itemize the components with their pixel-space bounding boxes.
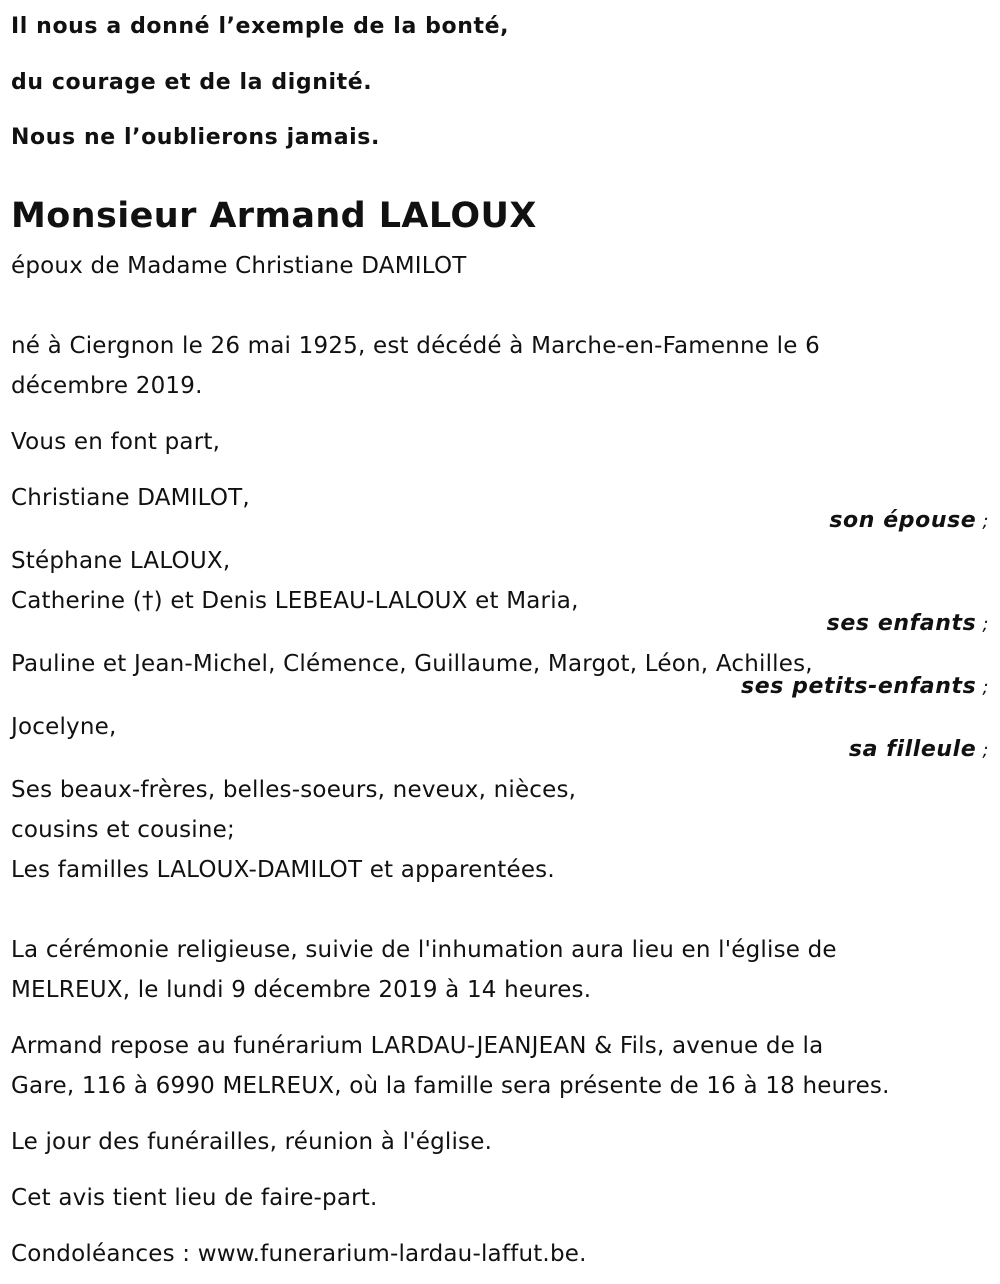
goddaughter: Jocelyne, [11, 714, 117, 740]
condolences-text: Condoléances : www.funerarium-lardau-laffut.be. [11, 1241, 587, 1267]
spouse-name: Christiane DAMILOT, [11, 485, 250, 511]
child-2: Catherine (†) et Denis LEBEAU-LALOUX et Maria, [11, 588, 579, 614]
goddaughter-role [849, 737, 989, 764]
epitaph-line-1: Il nous a donné l’exemple de la bonté, [11, 14, 510, 39]
epitaph-line-2: du courage et de la dignité. [11, 70, 373, 95]
grandchildren-role-label: ses petits-enfants [741, 674, 977, 699]
child-1: Stéphane LALOUX, [11, 548, 231, 574]
children-role [827, 611, 989, 638]
spouse-line: époux de Madame Christiane DAMILOT [11, 253, 467, 279]
grandchildren-role [741, 674, 989, 701]
deceased-name: Monsieur Armand LALOUX [11, 196, 537, 236]
role-separator: ; [982, 740, 989, 761]
role-separator: ; [982, 614, 989, 635]
role-separator: ; [982, 511, 989, 532]
grandchildren: Pauline et Jean-Michel, Clémence, Guillaume, Margot, Léon, Achilles, [11, 651, 813, 677]
birth-death-line-2: décembre 2019. [11, 373, 203, 399]
goddaughter-role-label: sa filleule [848, 737, 977, 762]
relatives-line-3: Les familles LALOUX-DAMILOT et apparentées. [11, 857, 555, 883]
relatives-line-2: cousins et cousine; [11, 817, 235, 843]
announce-text: Vous en font part, [11, 429, 221, 455]
ceremony-line-2: MELREUX, le lundi 9 décembre 2019 à 14 heures. [11, 977, 592, 1003]
funerarium-line-1: Armand repose au funérarium LARDAU-JEANJEAN & Fils, avenue de la [11, 1033, 824, 1059]
epitaph-line-3: Nous ne l’oublierons jamais. [11, 125, 380, 150]
ceremony-line-1: La cérémonie religieuse, suivie de l'inhumation aura lieu en l'église de [11, 937, 837, 963]
funeral-day-text: Le jour des funérailles, réunion à l'église. [11, 1129, 493, 1155]
role-separator: ; [982, 677, 989, 698]
spouse-role [829, 508, 989, 535]
notice-text: Cet avis tient lieu de faire-part. [11, 1185, 378, 1211]
spouse-role-label: son épouse [829, 508, 977, 533]
children-role-label: ses enfants [826, 611, 977, 636]
relatives-line-1: Ses beaux-frères, belles-soeurs, neveux, nièces, [11, 777, 577, 803]
funerarium-line-2: Gare, 116 à 6990 MELREUX, où la famille sera présente de 16 à 18 heures. [11, 1073, 890, 1099]
birth-death-line-1: né à Ciergnon le 26 mai 1925, est décédé à Marche-en-Famenne le 6 [11, 333, 820, 359]
